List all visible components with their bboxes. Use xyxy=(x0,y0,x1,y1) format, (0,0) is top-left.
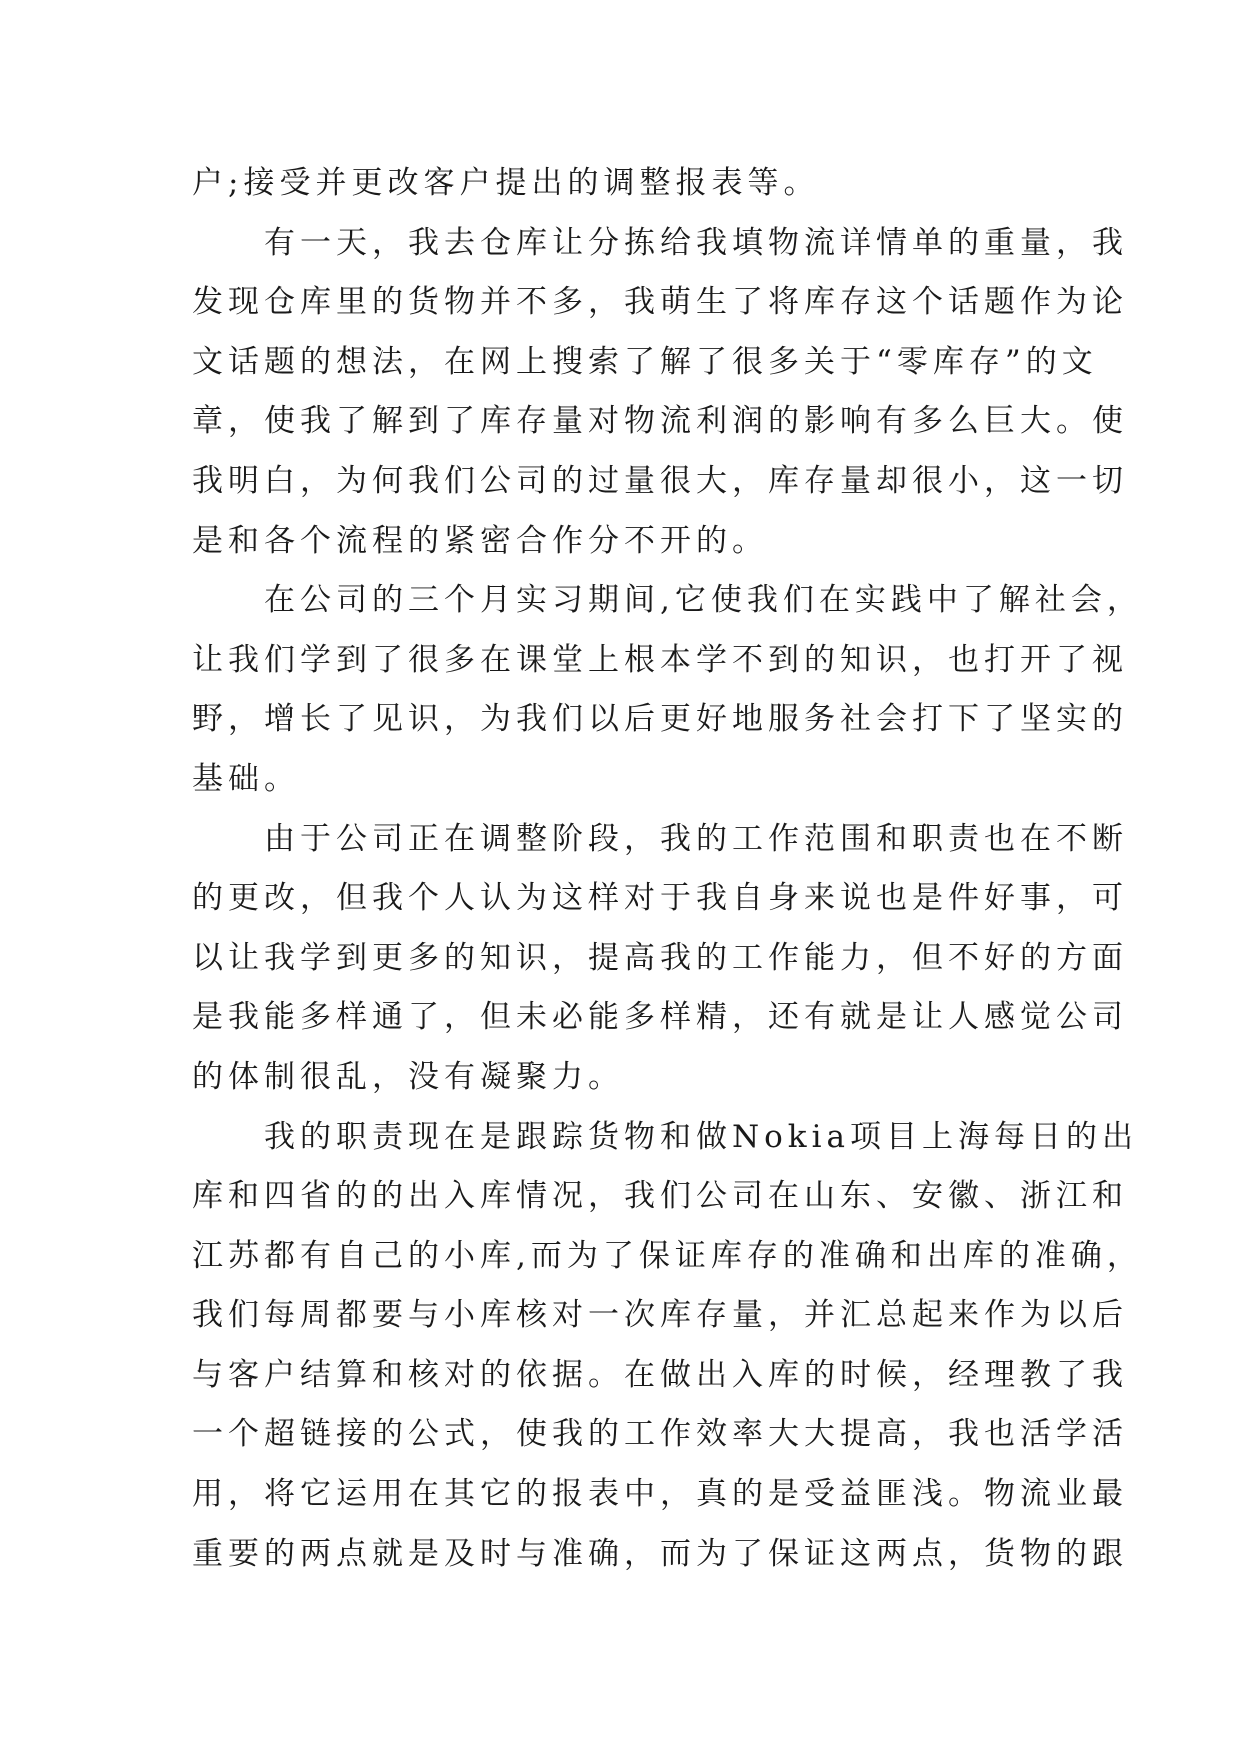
text-line: 让我们学到了很多在课堂上根本学不到的知识，也打开了视 xyxy=(192,641,1128,678)
text-line: 户;接受并更改客户提出的调整报表等。 xyxy=(192,165,820,201)
text-line: 一个超链接的公式，使我的工作效率大大提高，我也活学活 xyxy=(192,1416,1128,1453)
paragraph-start-line: 我的职责现在是跟踪货物和做Nokia项目上海每日的出 xyxy=(264,1118,1138,1155)
text-line: 文话题的想法，在网上搜索了解了很多关于“零库存”的文 xyxy=(192,343,1098,380)
paragraph-start-line: 有一天，我去仓库让分拣给我填物流详情单的重量，我 xyxy=(264,224,1128,261)
text-line: 章，使我了解到了库存量对物流利润的影响有多么巨大。使 xyxy=(192,403,1128,440)
text-line: 我们每周都要与小库核对一次库存量，并汇总起来作为以后 xyxy=(192,1297,1128,1334)
text-line: 重要的两点就是及时与准确，而为了保证这两点，货物的跟 xyxy=(192,1535,1128,1572)
body-text xyxy=(192,154,1143,1584)
text-line: 库和四省的的出入库情况，我们公司在山东、安徽、浙江和 xyxy=(192,1178,1128,1215)
text-line: 以让我学到更多的知识，提高我的工作能力，但不好的方面 xyxy=(192,939,1128,976)
paragraph-start-line: 由于公司正在调整阶段，我的工作范围和职责也在不断 xyxy=(264,820,1128,857)
text-line: 是和各个流程的紧密合作分不开的。 xyxy=(192,522,768,559)
text-line: 与客户结算和核对的依据。在做出入库的时候，经理教了我 xyxy=(192,1356,1128,1393)
text-line: 是我能多样通了，但未必能多样精，还有就是让人感觉公司 xyxy=(192,999,1128,1036)
text-line: 发现仓库里的货物并不多，我萌生了将库存这个话题作为论 xyxy=(192,284,1128,321)
text-line: 我明白，为何我们公司的过量很大，库存量却很小，这一切 xyxy=(192,462,1128,499)
paragraph-start-line: 在公司的三个月实习期间,它使我们在实践中了解社会， xyxy=(264,582,1143,619)
text-line: 的体制很乱，没有凝聚力。 xyxy=(192,1058,624,1095)
text-line: 野，增长了见识，为我们以后更好地服务社会打下了坚实的 xyxy=(192,701,1128,738)
text-line: 江苏都有自己的小库,而为了保证库存的准确和出库的准确， xyxy=(192,1237,1143,1274)
text-line: 用，将它运用在其它的报表中，真的是受益匪浅。物流业最 xyxy=(192,1476,1128,1513)
text-line: 的更改，但我个人认为这样对于我自身来说也是件好事，可 xyxy=(192,880,1128,917)
text-line: 基础。 xyxy=(192,760,300,797)
